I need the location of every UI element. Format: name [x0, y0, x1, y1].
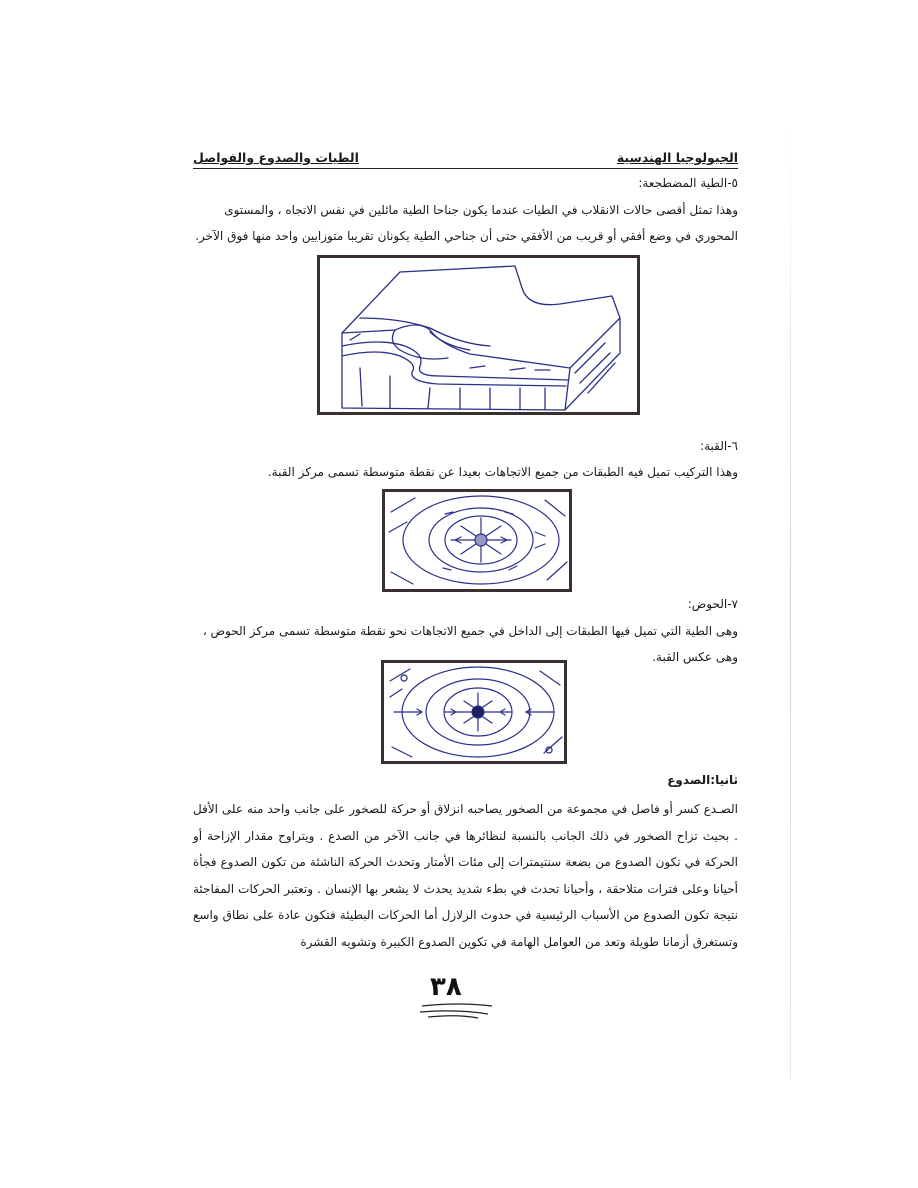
section5-heading: ٥-الطية المضطجعة: [638, 176, 738, 190]
dome-figure [382, 489, 572, 592]
section5-text-line2: المحوري في وضع أفقي أو قريب من الأفقي حتى أن جناحي الطية يكونان تقريبا متوزايين واحد منها فوق الآخر. [195, 229, 738, 243]
recumbent-fold-figure [317, 255, 640, 415]
section5-text-line1: وهذا تمثل أقصى حالات الانقلاب في الطيات عندما يكون جناحا الطية مائلين في نفس الاتجاه ، والمستوى [224, 203, 738, 217]
basin-figure [381, 660, 567, 764]
section7-text-line1: وهى الطية التي تميل فيها الطبقات إلى الداخل في جميع الاتجاهات نحو نقطة متوسطة تسمى مركز الحوض ، [202, 624, 738, 638]
section6-heading: ٦-القبة: [700, 439, 738, 453]
header-book-title: الجيولوجيا الهندسية [616, 150, 738, 165]
page-number-underline [418, 1000, 498, 1020]
page-number: ٣٨ [430, 972, 462, 1002]
section7-text-line2: وهى عكس القبة. [652, 650, 738, 664]
faults-paragraph: الصـدع كسر أو فاصل في مجموعة من الصخور يصاحبه انزلاق أو حركة للصخور على جانب واحد منه على الأقل . بحيث تزاح الصخور في ذلك الجانب بالنسبة لنظائرها في جانب الآخر من الصدع . ويتراوح مقدار الإزاحة أو الحركة في تكون الصدوع من بضعة سنتيمترات إلى مئات الأمتار وتحدث الحركة الناشئة من تكون الصدوع فجأة أحيانا وعلى فترات متلاحقة ، وأحيانا تحدث في بطء شديد يحدث لا يشعر بها الإنسان . وتعتبر الحركات المفاجئة نتيجة تكون الصدوع من الأسباب الرئيسية في حدوث الزلازل أما الحركات البطيئة فتكون عادة على نطاق واسع وتستغرق أزمانا طويلة وتعد من العوامل الهامة في تكوين الصدوع الكبيرة وتشويه القشرة [193, 802, 738, 949]
section6-text-line1: وهذا التركيب تميل فيه الطبقات من جميع الاتجاهات بعيدا عن نقطة متوسطة تسمى مركز القبة. [267, 465, 738, 479]
faults-heading: ثانيا:الصدوع [667, 773, 738, 787]
running-header [193, 150, 738, 169]
section7-heading: ٧-الحوض: [687, 597, 738, 611]
page-edge-shadow [790, 110, 791, 1080]
header-chapter-title: الطيات والصدوع والفواصل [193, 150, 359, 165]
